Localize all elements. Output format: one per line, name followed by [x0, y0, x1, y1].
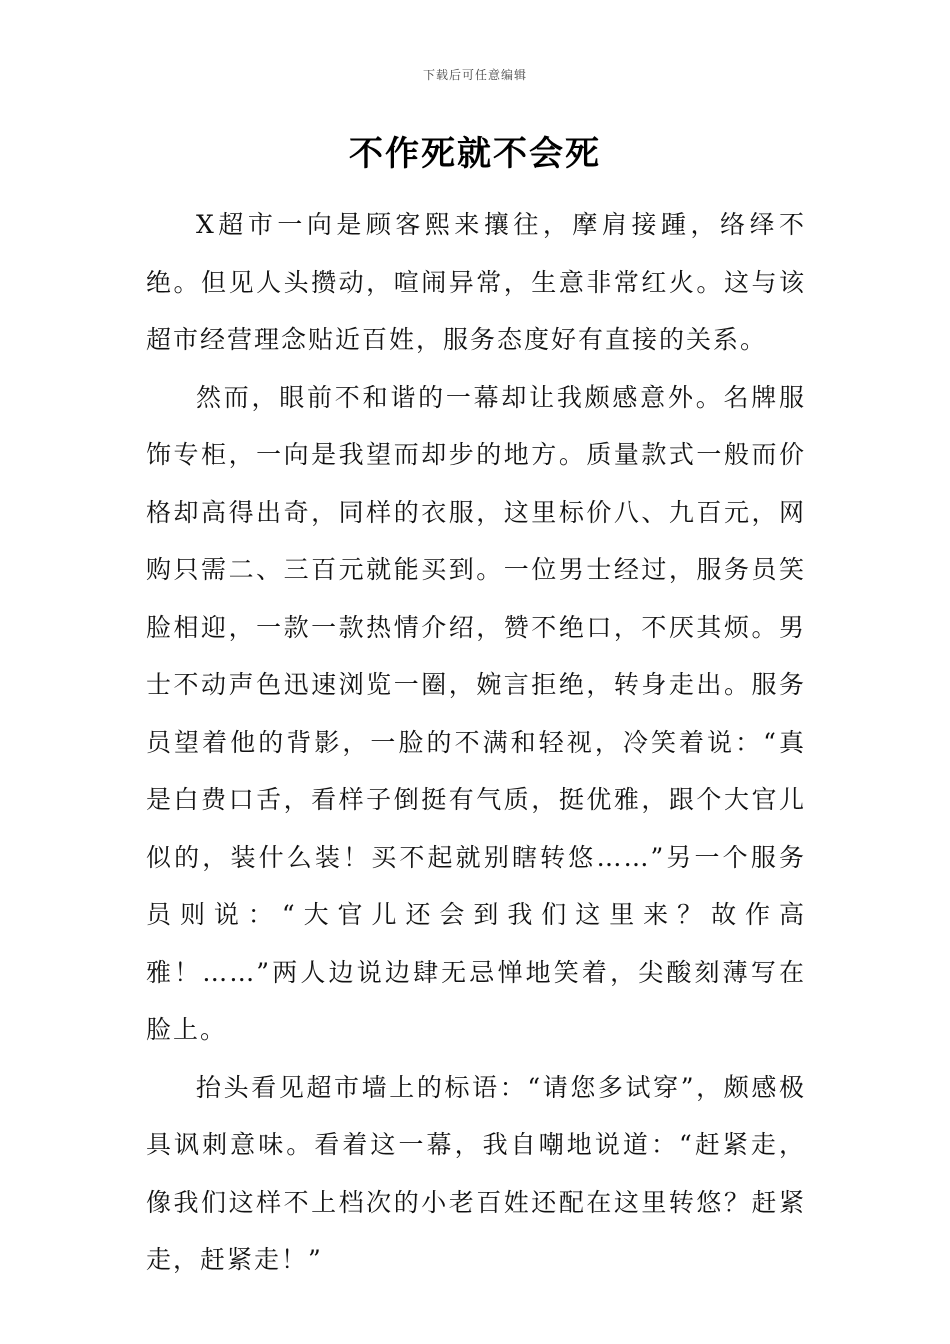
paragraph-2: 然而，眼前不和谐的一幕却让我颇感意外。名牌服饰专柜，一向是我望而却步的地方。质量款式一般而价格却高得出奇，同样的衣服，这里标价八、九百元，网购只需二、三百元就能买到。一位男士经过，服务员笑脸相迎，一款一款热情介绍，赞不绝口，不厌其烦。男士不动声色迅速浏览一圈，婉言拒绝，转身走出。服务员望着他的背影，一脸的不满和轻视，冷笑着说：“真是白费口舌，看样子倒挺有气质，挺优雅，跟个大官儿似的，装什么装！买不起就别瞎转悠……”另一个服务员则说：“大官儿还会到我们这里来？故作高雅！……”两人边说边肆无忌惮地笑着，尖酸刻薄写在脸上。 — [146, 382, 806, 1044]
paragraph-1: X超市一向是顾客熙来攘往，摩肩接踵，络绎不绝。但见人头攒动，喧闹异常，生意非常红火。这与该超市经营理念贴近百姓，服务态度好有直接的关系。 — [146, 210, 806, 354]
document-title: 不作死就不会死 — [349, 134, 601, 174]
header-note: 下载后可任意编辑 — [422, 68, 527, 82]
document-body — [146, 196, 806, 1289]
paragraph-3: 抬头看见超市墙上的标语：“请您多试穿”，颇感极具讽刺意味。看着这一幕，我自嘲地说道：“赶紧走，像我们这样不上档次的小老百姓还配在这里转悠？赶紧走，赶紧走！” — [146, 1072, 806, 1274]
